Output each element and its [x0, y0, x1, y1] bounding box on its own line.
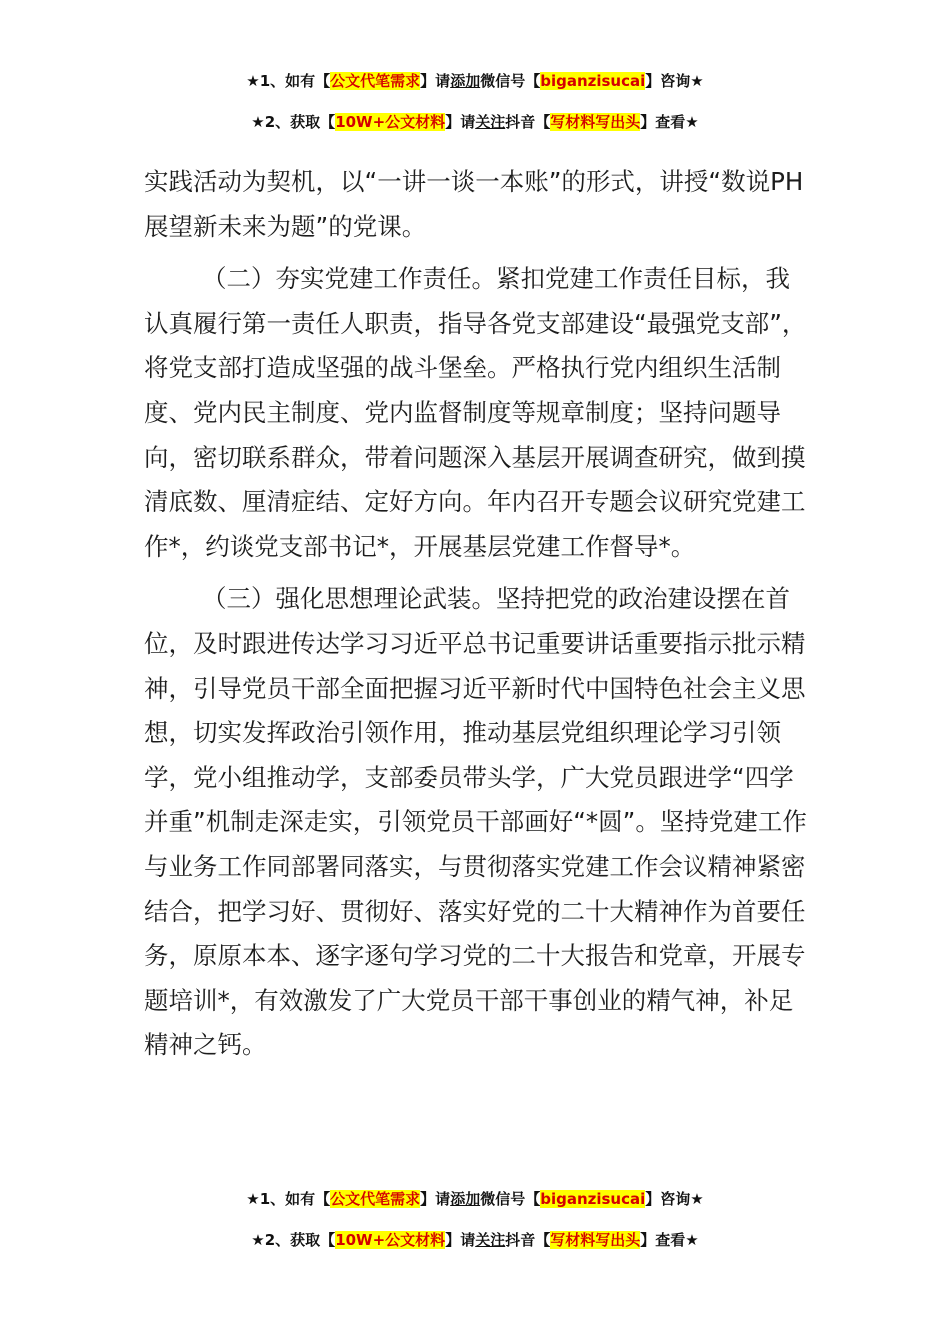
- banner-text: 微信号【: [480, 1190, 541, 1208]
- banner-highlight: 公文代笔需求: [330, 1190, 421, 1208]
- banner-highlight: 写材料写出头: [550, 113, 641, 131]
- banner-suffix: 】查看★: [640, 113, 699, 131]
- top-banner-line-1: [0, 70, 950, 91]
- banner-emphasis: 关注: [475, 113, 506, 131]
- banner-text: 抖音【: [505, 1231, 551, 1249]
- banner-highlight: 10W+公文材料: [335, 1231, 446, 1249]
- banner-highlight: biganzisucai: [540, 1190, 646, 1208]
- banner-emphasis: 添加: [450, 72, 481, 90]
- document-body: [144, 160, 808, 1068]
- paragraph: 实践活动为契机，以“一讲一谈一本账”的形式，讲授“数说PH展望新未来为题”的党课。: [144, 167, 804, 241]
- banner-text: 】请: [445, 113, 476, 131]
- banner-text: 微信号【: [480, 72, 541, 90]
- banner-suffix: 】查看★: [640, 1231, 699, 1249]
- banner-prefix: ★2、获取【: [251, 1231, 336, 1249]
- banner-highlight: 写材料写出头: [550, 1231, 641, 1249]
- bottom-banner-line-1: [0, 1188, 950, 1209]
- banner-suffix: 】咨询★: [645, 1190, 704, 1208]
- banner-text: 】请: [445, 1231, 476, 1249]
- top-banner-line-2: [0, 111, 950, 132]
- banner-text: 】请: [420, 72, 451, 90]
- banner-emphasis: 添加: [450, 1190, 481, 1208]
- banner-text: 抖音【: [505, 113, 551, 131]
- bottom-banner-line-2: [0, 1229, 950, 1250]
- paragraph: （三）强化思想理论武装。坚持把党的政治建设摆在首位，及时跟进传达学习习近平总书记重要讲话重要指示批示精神，引导党员干部全面把握习近平新时代中国特色社会主义思想，切实发挥政治引领作用，推动基层党组织理论学习引领学，党小组推动学，支部委员带头学，广大党员跟进学“四学并重”机制走深走实，引领党员干部画好“*圆”。坚持党建工作与业务工作同部署同落实，与贯彻落实党建工作会议精神紧密结合，把学习好、贯彻好、落实好党的二十大精神作为首要任务，原原本本、逐字逐句学习党的二十大报告和党章，开展专题培训*，有效激发了广大党员干部干事创业的精气神，补足精神之钙。: [144, 584, 807, 1060]
- banner-text: 】请: [420, 1190, 451, 1208]
- banner-emphasis: 关注: [475, 1231, 506, 1249]
- banner-prefix: ★1、如有【: [246, 72, 331, 90]
- paragraph: （二）夯实党建工作责任。紧扣党建工作责任目标，我认真履行第一责任人职责，指导各党支部建设“最强党支部”，将党支部打造成坚强的战斗堡垒。严格执行党内组织生活制度、党内民主制度、党内监督制度等规章制度；坚持问题导向，密切联系群众，带着问题深入基层开展调查研究，做到摸清底数、厘清症结、定好方向。年内召开专题会议研究党建工作*，约谈党支部书记*，开展基层党建工作督导*。: [144, 264, 807, 561]
- banner-suffix: 】咨询★: [645, 72, 704, 90]
- banner-prefix: ★2、获取【: [251, 113, 336, 131]
- banner-highlight: biganzisucai: [540, 72, 646, 90]
- banner-highlight: 公文代笔需求: [330, 72, 421, 90]
- banner-highlight: 10W+公文材料: [335, 113, 446, 131]
- banner-prefix: ★1、如有【: [246, 1190, 331, 1208]
